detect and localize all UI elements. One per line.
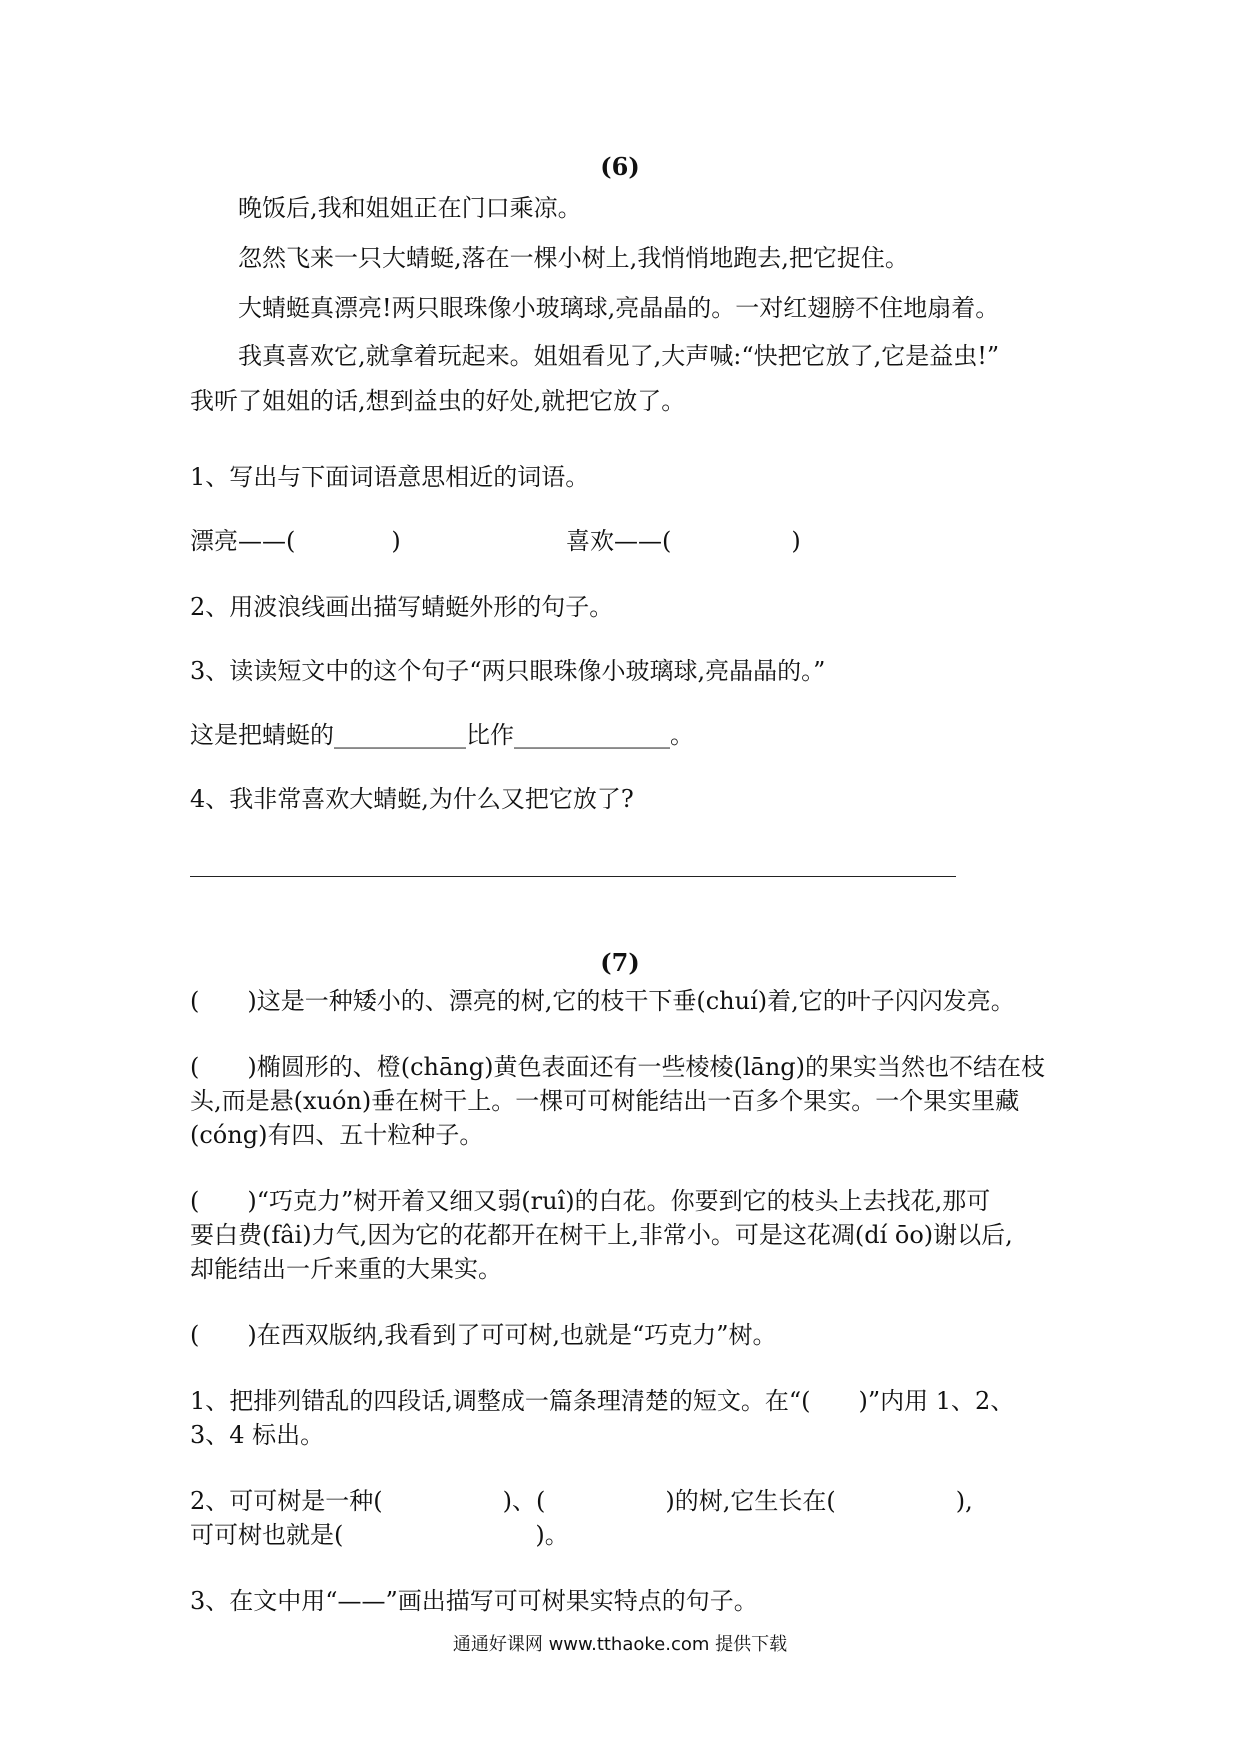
passage7-paragraph: 头,而是悬(xuón)垂在树干上。一棵可可树能结出一百多个果实。一个果实里藏 [190, 1087, 1020, 1115]
passage6-paragraph: 大蜻蜓真漂亮!两只眼珠像小玻璃球,亮晶晶的。一对红翅膀不住地扇着。 [238, 294, 1000, 322]
passage7-question-2-cont[interactable]: 可可树也就是( )。 [190, 1521, 569, 1549]
question-3: 3、读读短文中的这个句子“两只眼珠像小玻璃球,亮晶晶的。” [190, 657, 826, 685]
question-1: 1、写出与下面词语意思相近的词语。 [190, 463, 590, 491]
passage6-heading: (6) [600, 152, 640, 181]
passage7-paragraph: 却能结出一斤来重的大果实。 [190, 1255, 502, 1283]
passage7-paragraph: ( )这是一种矮小的、漂亮的树,它的枝干下垂(chuí)着,它的叶子闪闪发亮。 [190, 987, 1015, 1015]
question-4: 4、我非常喜欢大蜻蜓,为什么又把它放了? [190, 785, 634, 813]
footer-source: 通通好课网 www.tthaoke.com 提供下载 [452, 1634, 788, 1655]
passage7-question-2[interactable]: 2、可可树是一种( )、( )的树,它生长在( ), [190, 1487, 973, 1515]
synonym-blank-xihuan[interactable]: 喜欢——( ) [566, 527, 801, 555]
passage7-paragraph: ( )椭圆形的、橙(chāng)黄色表面还有一些棱棱(lāng)的果实当然也不结在枝 [190, 1053, 1046, 1081]
synonym-blank-piaoliang[interactable]: 漂亮——( ) [190, 527, 401, 555]
passage7-question-3: 3、在文中用“——”画出描写可可树果实特点的句子。 [190, 1587, 758, 1615]
passage6-paragraph: 忽然飞来一只大蜻蜓,落在一棵小树上,我悄悄地跑去,把它捉住。 [238, 244, 909, 272]
passage7-question-1-cont: 3、4 标出。 [190, 1421, 325, 1449]
passage7-paragraph: (cóng)有四、五十粒种子。 [190, 1121, 484, 1149]
answer-line[interactable] [190, 876, 956, 877]
passage6-paragraph: 我听了姐姐的话,想到益虫的好处,就把它放了。 [190, 387, 686, 415]
question-2: 2、用波浪线画出描写蜻蜓外形的句子。 [190, 593, 614, 621]
metaphor-fill-blank[interactable]: 这是把蜻蜓的___________比作_____________。 [190, 721, 694, 749]
passage7-heading: (7) [600, 948, 640, 977]
passage7-question-1: 1、把排列错乱的四段话,调整成一篇条理清楚的短文。在“( )”内用 1、2、 [190, 1387, 1015, 1415]
passage6-paragraph: 晚饭后,我和姐姐正在门口乘凉。 [238, 194, 582, 222]
passage7-paragraph: ( )在西双版纳,我看到了可可树,也就是“巧克力”树。 [190, 1321, 777, 1349]
passage7-paragraph: 要白费(fâi)力气,因为它的花都开在树干上,非常小。可是这花凋(dí ōo)谢以后, [190, 1221, 1013, 1249]
passage7-paragraph: ( )“巧克力”树开着又细又弱(ruî)的白花。你要到它的枝头上去找花,那可 [190, 1187, 991, 1215]
passage6-paragraph: 我真喜欢它,就拿着玩起来。姐姐看见了,大声喊:“快把它放了,它是益虫!” [238, 342, 1000, 370]
